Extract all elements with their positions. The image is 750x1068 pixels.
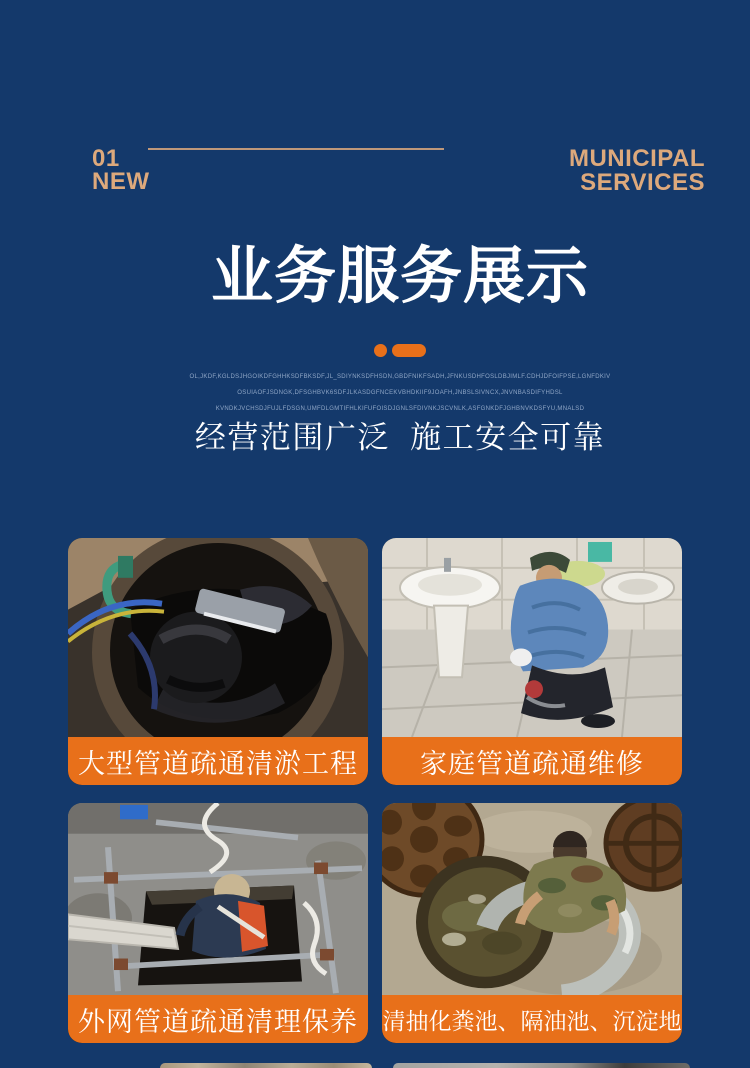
fine-print [50, 373, 750, 413]
section-title: 业务服务展示 [210, 242, 589, 311]
decor-bar-icon [392, 344, 426, 357]
outdoor-pipe-network-maintenance-photo [68, 803, 368, 995]
fine-print-line2: OSUIAOFJSDNGK,DFSGHBVK6SDFJLKASDGFNCEKVBHDKIIF9JOAFH,JNBSLSIVNCX,JNVNBASDIFYHDSL [237, 390, 563, 396]
service-card-label: 清抽化粪池、隔油池、沉淀地 [382, 995, 682, 1043]
service-photo [68, 803, 368, 995]
header-english-line2: SERVICES [580, 169, 705, 196]
household-drain-repair-photo [382, 538, 682, 737]
service-card-grid [68, 538, 682, 1043]
next-row-right-photo-edge [393, 1063, 690, 1068]
service-photo [68, 538, 368, 737]
fine-print-line3: KVNDKJVCHSDJFUJLFDSGN,UMFDLGMTIFHLKIFUFOISDJGNLSFDIVNKJSCVNLK,ASFGNKDFJGHBNVKDSFYU,MNALSD [215, 406, 585, 412]
fine-print-line1: OL,JKDF,KGLDSJHGOIKDFGHHKSDFBKSDF,JL_SDIYNKSDFHSDN,GBDFNIKFSADH,JFNKUSDHFOSLDBJIMLF.CDHJDFOIFPSE,LGNFDKIV [189, 374, 611, 380]
service-card-label: 家庭管道疏通维修 [382, 737, 682, 785]
decor-dot-icon [374, 344, 387, 357]
septic-grease-sediment-tank-cleaning-photo [382, 803, 682, 995]
hero-section [50, 0, 750, 520]
service-photo [382, 538, 682, 737]
service-photo [382, 803, 682, 995]
section-subtitle: 经营范围广泛 施工安全可靠 [194, 420, 606, 455]
large-pipeline-dredging-photo [68, 538, 368, 737]
service-card-septic-grease-sediment-tank-cleaning[interactable] [382, 803, 682, 1043]
service-card-label: 大型管道疏通清淤工程 [68, 737, 368, 785]
service-card-outdoor-pipe-network-maintenance[interactable] [68, 803, 368, 1043]
service-card-label: 外网管道疏通清理保养 [68, 995, 368, 1043]
section-number-label: NEW [92, 168, 150, 195]
next-row-left-photo-edge [160, 1063, 372, 1068]
title-underline-decor [50, 344, 750, 357]
service-card-household-drain-repair[interactable] [382, 538, 682, 785]
header-english-line1: MUNICIPAL [568, 145, 705, 172]
service-card-large-pipeline-dredging[interactable] [68, 538, 368, 785]
section-number: 01 [92, 145, 120, 172]
